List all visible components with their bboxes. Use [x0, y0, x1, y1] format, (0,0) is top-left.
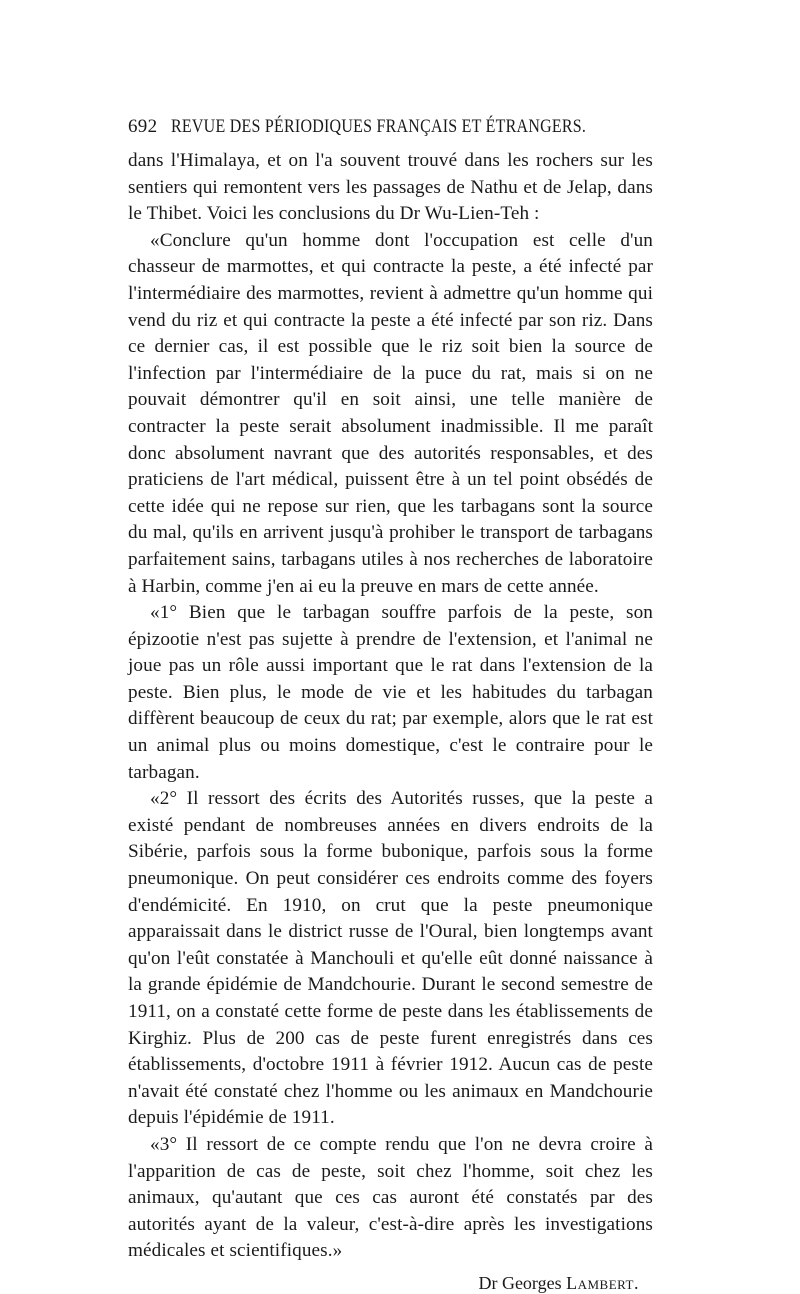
page-number: 692	[128, 116, 158, 137]
author-name: Dr Georges	[478, 1272, 562, 1293]
paragraph-quote-conclusion: «Conclure qu'un homme dont l'occupation est celle d'un chasseur de marmottes, et qui contracte la peste, a été infecté par l'intermédiaire des marmottes, revient à admettre qu'un homme qui vend du riz et qui contracte la peste a été infecté par son riz. Dans ce dernier cas, il est possible que le riz soit bien la source de l'infection par l'intermédiaire de la puce du rat, mais si on ne pouvait démontrer qu'il en soit ainsi, une telle manière de contracter la peste serait absolument inadmissible. Il me paraît donc absolument navrant que des autorités responsables, et des praticiens de l'art médical, puissent être à un tel point obsédés de cette idée qui ne repose sur rien, que les tarbagans sont la source du mal, qu'ils en arrivent jusqu'à prohiber le transport de tarbagans parfaitement sains, tarbagans utiles à nos recherches de laboratoire à Harbin, comme j'en ai eu la preuve en mars de cette année.	[128, 229, 653, 597]
journal-title: REVUE DES PÉRIODIQUES FRANÇAIS ET ÉTRANGERS.	[171, 116, 587, 137]
paragraph-point-2: «2° Il ressort des écrits des Autorités russes, que la peste a existé pendant de nombreuses années en divers endroits de la Sibérie, parfois sous la forme bubonique, parfois sous la forme pneumonique. On peut considérer ces endroits comme des foyers d'endémicité. En 1910, on crut que la peste pneumonique apparaissait dans le district russe de l'Oural, bien longtemps avant qu'on l'eût constatée à Manchouli et qu'elle eût donné naissance à la grande épidémie de Mandchourie. Durant le second semestre de 1911, on a constaté cette forme de peste dans les établissements de Kirghiz. Plus de 200 cas de peste furent enregistrés dans ces établissements, d'octobre 1911 à février 1912. Aucun cas de peste n'avait été constaté chez l'homme ou les animaux en Mandchourie depuis l'épidémie de 1911.	[128, 788, 653, 1129]
document-page	[128, 116, 653, 1294]
paragraph-point-1: «1° Bien que le tarbagan souffre parfois de la peste, son épizootie n'est pas sujette à prendre de l'extension, et l'animal ne joue pas un rôle aussi important que le rat dans l'extension de la peste. Bien plus, le mode de vie et les habitudes du tarbagan diffèrent beaucoup de ceux du rat; par exemple, alors que le rat est un animal plus ou moins domestique, c'est le contraire pour le tarbagan.	[128, 602, 653, 783]
paragraph-point-3: «3° Il ressort de ce compte rendu que l'on ne devra croire à l'apparition de cas de peste, soit chez l'homme, soit chez les animaux, qu'autant que ces cas auront été constatés par des autorités ayant de la valeur, c'est-à-dire après les investigations médicales et scientifiques.»	[128, 1133, 653, 1262]
paragraph-intro: dans l'Himalaya, et on l'a souvent trouvé dans les rochers sur les sentiers qui remontent vers les passages de Nathu et de Jelap, dans le Thibet. Voici les conclusions du Dr Wu-Lien-Teh :	[128, 150, 653, 225]
running-head	[128, 116, 653, 144]
author-surname: Lambert.	[566, 1272, 639, 1293]
article-body	[128, 148, 653, 1265]
author-signature	[128, 1273, 653, 1294]
